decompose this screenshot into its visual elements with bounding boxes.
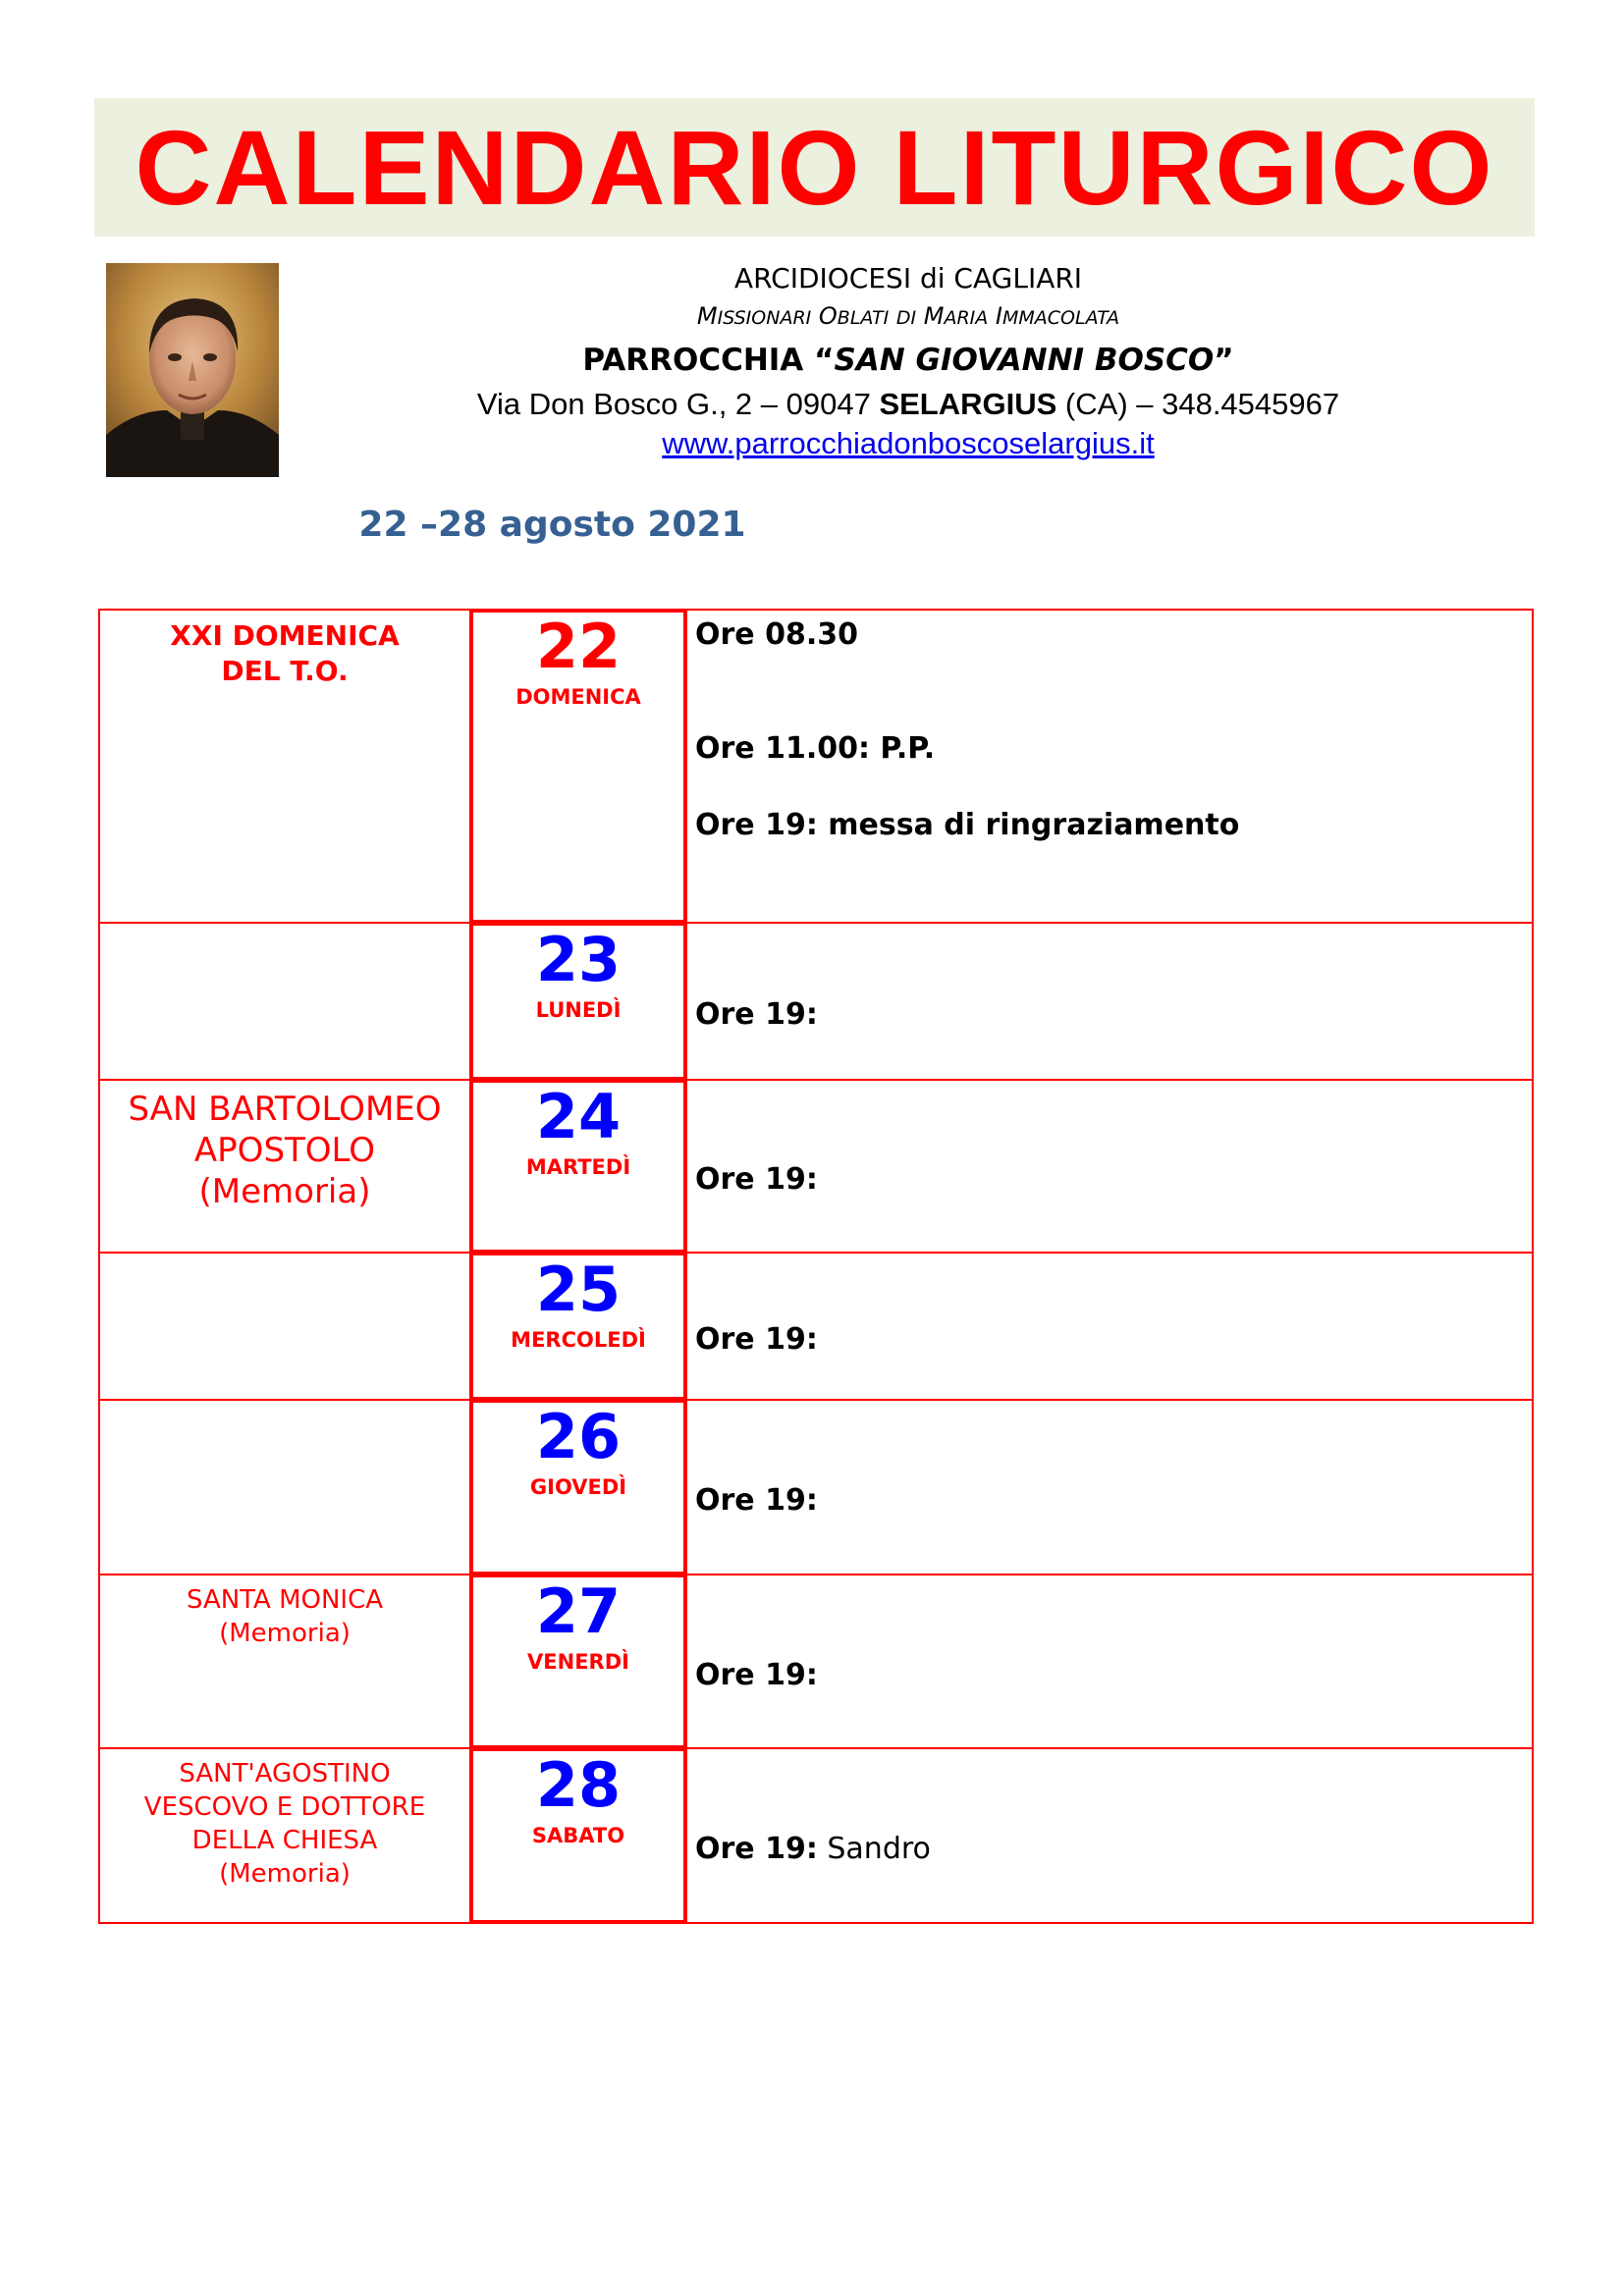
day-number: 26 xyxy=(535,1401,622,1472)
mass-cell xyxy=(687,1081,1532,1252)
calendar-row xyxy=(100,922,1532,1079)
feast-text: SAN BARTOLOMEO xyxy=(128,1090,442,1129)
calendar-row xyxy=(100,1079,1532,1252)
feast-text: SANTA MONICA xyxy=(186,1585,384,1615)
address-phone: (CA) – 348.4545967 xyxy=(1056,387,1340,421)
order-word xyxy=(896,302,916,330)
order-word-initial: O xyxy=(818,302,838,330)
mass-time-label: Ore 19: xyxy=(695,1322,818,1357)
day-cell xyxy=(469,1399,687,1575)
mass-time-label: Ore 19: xyxy=(695,1657,818,1692)
feast-text: DEL T.O. xyxy=(221,655,349,687)
diocese-label: ARCIDIOCESI di CAGLIARI xyxy=(733,262,1083,294)
mass-time xyxy=(695,807,1532,844)
order-word-rest: BLATI xyxy=(837,307,890,329)
calendar-row xyxy=(100,1574,1532,1747)
day-cell xyxy=(469,1079,687,1254)
portrait-image xyxy=(106,263,279,477)
feast-cell xyxy=(100,611,469,922)
feast-text: DELLA CHIESA xyxy=(191,1826,378,1855)
day-name: DOMENICA xyxy=(515,685,641,709)
feast-text: VESCOVO E DOTTORE xyxy=(143,1792,426,1822)
address-street: Via Don Bosco G., 2 – 09047 xyxy=(476,387,880,421)
mass-note: Sandro xyxy=(817,1832,931,1866)
order-word-rest: ARIA xyxy=(944,307,989,329)
calendar-row xyxy=(100,611,1532,922)
feast-cell xyxy=(100,1749,469,1922)
day-number: 28 xyxy=(535,1749,622,1821)
order-word-initial: I xyxy=(995,302,1002,330)
mass-time xyxy=(695,1482,1532,1520)
feast-cell xyxy=(100,1254,469,1399)
mass-time xyxy=(695,1161,1532,1199)
order-word-initial: M xyxy=(923,302,945,330)
feast-text: (Memoria) xyxy=(219,1619,351,1648)
order-word-initial: M xyxy=(696,302,718,330)
order-word-rest: DI xyxy=(895,307,917,329)
week-range-text: 22 –28 agosto 2021 xyxy=(358,505,746,545)
mass-time xyxy=(695,1321,1532,1359)
feast-text: (Memoria) xyxy=(198,1172,371,1211)
feast-text: SANT'AGOSTINO xyxy=(179,1759,391,1789)
parish-suffix: ” xyxy=(1214,343,1234,378)
title-banner xyxy=(94,98,1535,237)
mass-cell xyxy=(687,1749,1532,1922)
mass-time-label: Ore 19: xyxy=(695,808,818,842)
day-name: LUNEDÌ xyxy=(535,998,622,1022)
feast-text: XXI DOMENICA xyxy=(170,619,400,652)
mass-time xyxy=(695,1657,1532,1694)
order-word xyxy=(924,302,989,330)
order-word xyxy=(819,302,889,330)
calendar-row xyxy=(100,1399,1532,1574)
day-cell xyxy=(469,1574,687,1749)
day-number: 23 xyxy=(535,924,622,995)
order-word-rest: MMACOLATA xyxy=(1002,307,1120,329)
day-number: 27 xyxy=(535,1575,622,1647)
calendar-row xyxy=(100,1747,1532,1922)
day-number: 22 xyxy=(535,611,622,682)
order-label xyxy=(393,298,1424,336)
day-name: SABATO xyxy=(531,1824,625,1847)
feast-cell xyxy=(100,1575,469,1747)
day-name: MERCOLEDÌ xyxy=(511,1328,646,1352)
mass-time-label: Ore 08.30 xyxy=(695,617,858,652)
day-number: 25 xyxy=(535,1254,622,1325)
page-title: CALENDARIO LITURGICO xyxy=(135,108,1494,227)
parish-name xyxy=(393,336,1424,385)
mass-cell xyxy=(687,1575,1532,1747)
address-city: SELARGIUS xyxy=(879,387,1057,421)
feast-cell xyxy=(100,1081,469,1252)
mass-time-label: Ore 11.00: P.P. xyxy=(695,731,936,766)
address-line xyxy=(393,385,1424,424)
mass-time xyxy=(695,996,1532,1034)
day-cell xyxy=(469,1747,687,1924)
feast-cell xyxy=(100,1401,469,1574)
feast-text: APOSTOLO xyxy=(193,1131,376,1170)
mass-note: messa di ringraziamento xyxy=(817,808,1240,842)
mass-time xyxy=(695,616,1532,654)
order-word xyxy=(996,302,1119,330)
order-word-rest: ISSIONARI xyxy=(717,307,812,329)
mass-time xyxy=(695,1831,1532,1868)
day-name: GIOVEDÌ xyxy=(529,1475,627,1499)
mass-cell xyxy=(687,924,1532,1079)
day-name: MARTEDÌ xyxy=(525,1155,631,1179)
calendar-row xyxy=(100,1252,1532,1399)
website-link[interactable]: www.parrocchiadonboscoselargius.it xyxy=(662,426,1155,460)
order-word xyxy=(697,302,811,330)
parish-name-text: SAN GIOVANNI BOSCO xyxy=(834,343,1215,378)
mass-time-label: Ore 19: xyxy=(695,1832,818,1866)
portrait-photo-icon xyxy=(106,263,279,477)
mass-time-label: Ore 19: xyxy=(695,1483,818,1518)
parish-prefix: PARROCCHIA “ xyxy=(582,343,835,378)
week-range-title xyxy=(94,505,1535,545)
day-name: VENERDÌ xyxy=(527,1650,629,1674)
mass-cell xyxy=(687,611,1532,922)
mass-time xyxy=(695,730,1532,768)
day-number: 24 xyxy=(535,1081,622,1152)
feast-text: (Memoria) xyxy=(219,1859,351,1889)
mass-cell xyxy=(687,1254,1532,1399)
day-cell xyxy=(469,1252,687,1401)
feast-cell xyxy=(100,924,469,1079)
day-cell xyxy=(469,609,687,924)
parish-header xyxy=(393,259,1424,463)
day-cell xyxy=(469,922,687,1081)
calendar-table xyxy=(98,609,1534,1924)
mass-cell xyxy=(687,1401,1532,1574)
mass-time-label: Ore 19: xyxy=(695,1162,818,1197)
mass-time-label: Ore 19: xyxy=(695,997,818,1032)
